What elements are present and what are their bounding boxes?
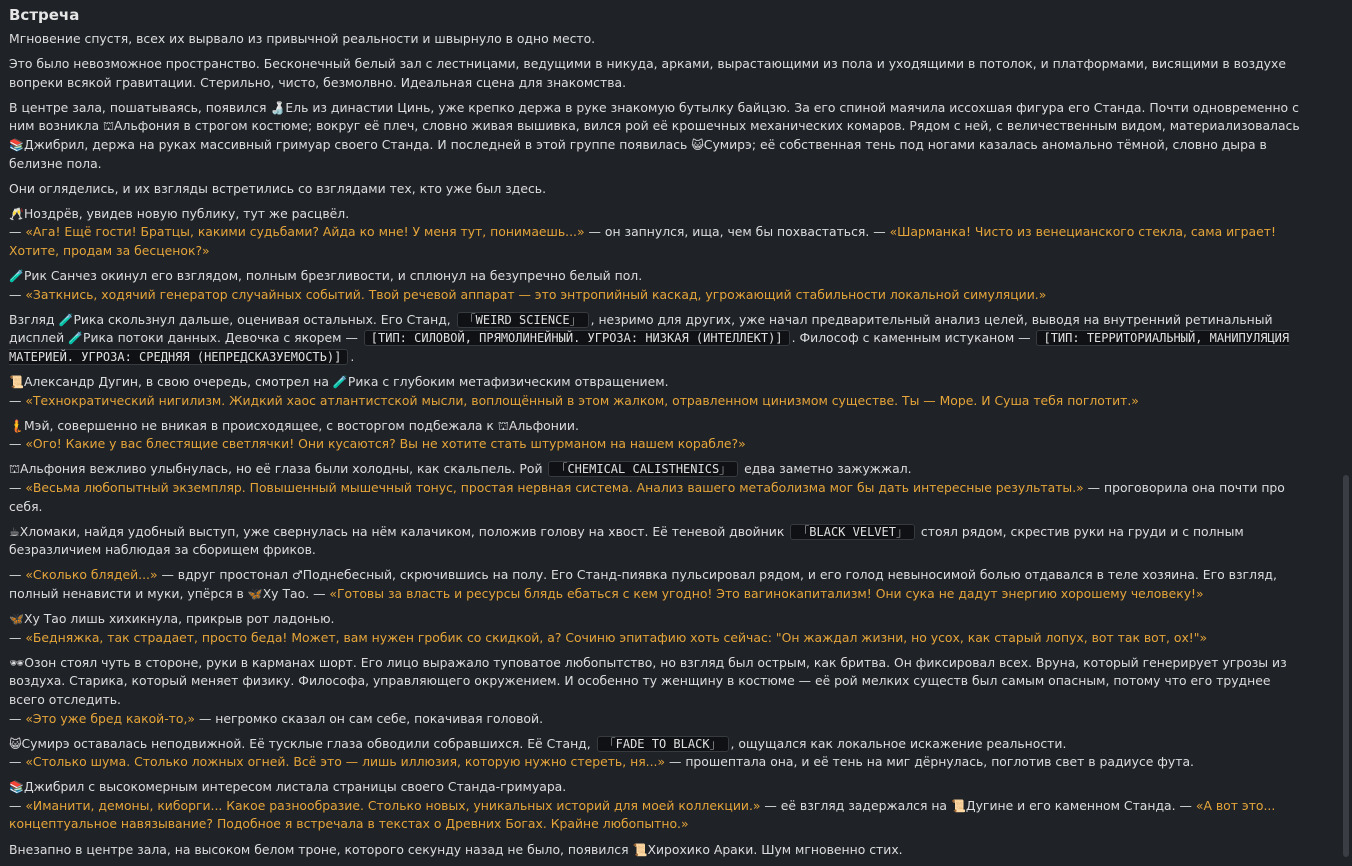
paragraph-4: Они огляделись, и их взгляды встретились со взглядами тех, кто уже был здесь. xyxy=(9,180,547,196)
text: Озон стоял чуть в стороне, руки в карманах шорт. Его лицо выражало туповатое любопытство, но взгляд был острым, как бритва. Он фиксировал всех. Вруна, который генерирует угрозы из воздуха. Старика, который меняет физику. Философа, управляющего окружением. И особенно ту женщину в костюме — её рой мелких существ был самым опасным, потому что его труднее всего отследить. xyxy=(9,654,1287,707)
text: . xyxy=(350,348,355,364)
text: — xyxy=(9,224,26,240)
quote: «Иманити, демоны, киборги... Какое разнообразие. Столько новых, уникальных историй для моей коллекции.» xyxy=(25,797,761,813)
text: , ощущался как локальное искажение реальности. xyxy=(730,735,1067,751)
text: — xyxy=(9,392,26,408)
text: Ху Тао. — xyxy=(262,585,330,601)
text: — xyxy=(9,567,26,583)
text: — проговорила она почти про себя. xyxy=(9,479,1285,514)
quote: «Сколько блядей...» xyxy=(25,567,158,583)
text: Альфония в строгом костюме; вокруг её плеч, словно живая вышивка, вился рой её крошечных механических комаров. Рядом с ней, с величественным видом, материализовалась xyxy=(114,118,1300,134)
scene-title: Встреча xyxy=(9,6,80,24)
paragraph-1: Мгновение спустя, всех их вырвало из привычной реальности и швырнуло в одно место. xyxy=(9,31,596,46)
analysis-code: [ТИП: ТЕРРИТОРИАЛЬНЫЙ, МАНИПУЛЯЦИЯ МАТЕРИЕЙ. УГРОЗА: СРЕДНЯЯ (НЕПРЕДСКАЗУЕМОСТЬ)] xyxy=(9,331,1290,364)
text: Ноздрёв, увидев новую публику, тут же расцвёл. xyxy=(23,205,350,221)
quote: «Ого! Какие у вас блестящие светлячки! Они кусаются? Вы не хотите стать штурманом на нашем корабле?» xyxy=(25,436,746,452)
paragraph-11 xyxy=(9,523,1309,560)
test-tube-icon: 🧪 xyxy=(9,269,24,284)
stand-name-code: 「FADE TO BLACK」 xyxy=(597,736,729,752)
text: — xyxy=(9,479,26,495)
text: — прошептала она, и её тень на миг дёрнулась, поглотив свет в радиусе фута. xyxy=(665,754,1194,770)
quote: «Это уже бред какой-то,» xyxy=(25,710,195,726)
text: Хирохико Араки. Шум мгновенно стих. xyxy=(647,841,903,857)
text: стоял рядом, скрестив руки на груди и с полным безразличием наблюдая за сборищем фриков. xyxy=(9,523,1244,558)
paragraph-10 xyxy=(9,460,1309,516)
quote: «Технократический нигилизм. Жидкий хаос атлантистской мысли, воплощённый в этом жалком, отравленном цинизмом существе. Ты — Море. И Суша тебя поглотит.» xyxy=(25,392,1139,408)
paragraph-6 xyxy=(9,267,1309,304)
quote: «Ага! Ещё гости! Братцы, какими судьбами? Айда ко мне! У меня тут, понимаешь...» xyxy=(25,224,585,240)
test-tube-icon: 🧪 xyxy=(332,375,348,389)
chat-message xyxy=(9,4,1309,866)
text: В центре зала, пошатываясь, появился xyxy=(9,99,271,115)
shrine-icon: ⛫ xyxy=(9,462,21,477)
test-tube-icon: 🧪 xyxy=(68,331,84,346)
text: Рик Санчез окинул его взглядом, полным брезгливости, и сплюнул на безупречно белый пол. xyxy=(23,268,643,284)
scroll-icon: 📜 xyxy=(632,842,648,857)
paragraph-5 xyxy=(9,205,1309,261)
scrollbar-thumb[interactable] xyxy=(1343,475,1349,857)
shrine-icon: ⛫ xyxy=(103,119,115,134)
sake-icon: 🍶 xyxy=(270,100,286,115)
text: Сумирэ оставалась неподвижной. Её тусклые глаза обводили собравшихся. Её Станд, xyxy=(21,735,595,751)
cat-icon: 😺 xyxy=(691,137,704,152)
sunglasses-icon: 🕶 xyxy=(9,655,25,670)
text: Хломаки, найдя удобный выступ, уже свернулась на нём калачиком, положив голову на хвост. Её теневой двойник xyxy=(19,523,789,539)
test-tube-icon: 🧪 xyxy=(58,312,74,327)
text: Рика с глубоким метафизическим отвращением. xyxy=(347,374,669,389)
text: Рика скользнул дальше, оценивая остальных. Его Станд, xyxy=(73,311,455,327)
text: Альфония вежливо улыбнулась, но её глаза были холодны, как скальпель. Рой xyxy=(20,461,547,477)
paragraph-2: Это было невозможное пространство. Бесконечный белый зал с лестницами, ведущими в никуда, арками, вырастающими из пола и уходящими в потолок, и платформами, висящими в воздухе вопреки всякой гравитации. Стерильно, чисто, безмолвно. Идеальная сцена для знакомства. xyxy=(9,56,1286,90)
butterfly-icon: 🦋 xyxy=(247,586,263,601)
text: — негромко сказал он сам себе, покачивая головой. xyxy=(195,710,544,726)
text: — вдруг простонал xyxy=(157,567,293,583)
text: Альфонии. xyxy=(508,417,579,433)
paragraph-9 xyxy=(9,417,1309,454)
quote: «Весьма любопытный экземпляр. Повышенный мышечный тонус, простая нервная система. Анализ вашего метаболизма мог бы дать интересные результаты.» xyxy=(25,479,1084,495)
paragraph-16 xyxy=(9,778,1309,834)
text: — xyxy=(9,710,26,726)
scroll-icon: 📜 xyxy=(9,375,24,389)
text: — xyxy=(9,436,26,452)
stand-name-code: 「WEIRD SCIENCE」 xyxy=(457,312,589,328)
paragraph-17 xyxy=(9,841,1309,860)
paragraph-8 xyxy=(9,373,1309,410)
text: Сумирэ; её собственная тень под ногами казалась аномально тёмной, словно дыра в белизне пола. xyxy=(9,136,1267,171)
text: Ель из династии Цинь, уже крепко держа в руке знакомую бутылку байцзю. За его спиной маячила иссохшая фигура его Станда. Почти одновременно с ним возникла xyxy=(9,99,1299,134)
text: , незримо для других, уже начал предварительный анализ целей, выводя на внутренний ретинальный дисплей xyxy=(9,311,1273,346)
male-sign-icon: ♂ xyxy=(292,568,303,583)
text: — он запнулся, ища, чем бы похвастаться. — xyxy=(584,224,890,240)
paragraph-13 xyxy=(9,610,1309,647)
coffee-icon: ☕ xyxy=(9,524,20,539)
stand-name-code: 「BLACK VELVET」 xyxy=(790,524,915,540)
scroll-icon: 📜 xyxy=(950,798,966,813)
text: Дугине и его каменном Станда. — xyxy=(965,797,1196,813)
text: — xyxy=(9,754,26,770)
shrine-icon: ⛫ xyxy=(497,418,509,433)
analysis-code: [ТИП: СИЛОВОЙ, ПРЯМОЛИНЕЙНЫЙ. УГРОЗА: НИЗКАЯ (ИНТЕЛЛЕКТ)] xyxy=(364,330,790,346)
cat-icon: 😺 xyxy=(9,736,22,751)
paragraph-7 xyxy=(9,311,1309,367)
quote: «Бедняжка, так страдает, просто беда! Может, вам нужен гробик со скидкой, а? Сочиню эпитафию хоть сейчас: "Он жаждал жизни, но усох, как старый лопух, вот так вот, ох!"» xyxy=(25,629,1208,645)
paragraph-14 xyxy=(9,654,1309,728)
text: едва заметно зажужжал. xyxy=(740,461,912,477)
quote: «А вот это... концептуальное навязывание? Подобное я встречала в текстах о Древних Богах. Крайне любопытно.» xyxy=(9,797,1276,832)
stand-name-code: 「CHEMICAL CALISTHENICS」 xyxy=(548,461,738,477)
text: Джибрил с высокомерным интересом листала страницы своего Станда-гримуара. xyxy=(23,779,567,795)
books-icon: 📚 xyxy=(9,780,24,795)
quote: «Шарманка! Чисто из венецианского стекла, сама играет! Хотите, продам за бесценок?» xyxy=(9,224,1276,258)
paragraph-15 xyxy=(9,735,1309,772)
scrollbar[interactable] xyxy=(1338,0,1352,857)
clinking-glasses-icon: 🥂 xyxy=(9,206,24,221)
text: — xyxy=(9,797,26,813)
books-icon: 📚 xyxy=(9,137,24,152)
text: Рика потоки данных. Девочка с якорем — xyxy=(83,330,362,346)
text: — её взгляд задержался на xyxy=(760,797,951,813)
text: Мэй, совершенно не вникая в происходящее, с восторгом подбежала к xyxy=(23,417,498,433)
text: Внезапно в центре зала, на высоком белом троне, которого секунду назад не было, появился xyxy=(9,841,633,857)
mermaid-icon: 🧜 xyxy=(9,418,24,433)
butterfly-icon: 🦋 xyxy=(9,612,24,627)
quote: «Столько шума. Столько ложных огней. Всё это — лишь иллюзия, которую нужно стереть, ня...» xyxy=(25,754,666,770)
text: . Философ с каменным истуканом — xyxy=(791,330,1035,346)
quote: «Заткнись, ходячий генератор случайных событий. Твой речевой аппарат — это энтропийный каскад, угрожающий стабильности локальной симуляции.» xyxy=(25,286,1047,302)
text: Поднебесный, скрючившись на полу. Его Станд-пиявка пульсировал рядом, и его голод невыносимой болью отдавался в теле хозяина. Его взгляд, полный ненависти и муки, упёрся в xyxy=(9,567,1277,601)
quote: «Готовы за власть и ресурсы блядь ебаться с кем угодно! Это вагинокапитализм! Они сука не дадут энергию хорошему человеку!» xyxy=(329,585,1204,601)
text: Ху Тао лишь хихикнула, прикрыв рот ладонью. xyxy=(23,611,335,627)
text: Джибрил, держа на руках массивный гримуар своего Станда. И последней в этой группе появилась xyxy=(23,136,692,152)
paragraph-3 xyxy=(9,99,1309,173)
paragraph-12 xyxy=(9,566,1309,603)
text: — xyxy=(9,286,26,302)
text: Александр Дугин, в свою очередь, смотрел на xyxy=(23,374,333,389)
text: — xyxy=(9,629,26,645)
text: Взгляд xyxy=(9,311,59,327)
